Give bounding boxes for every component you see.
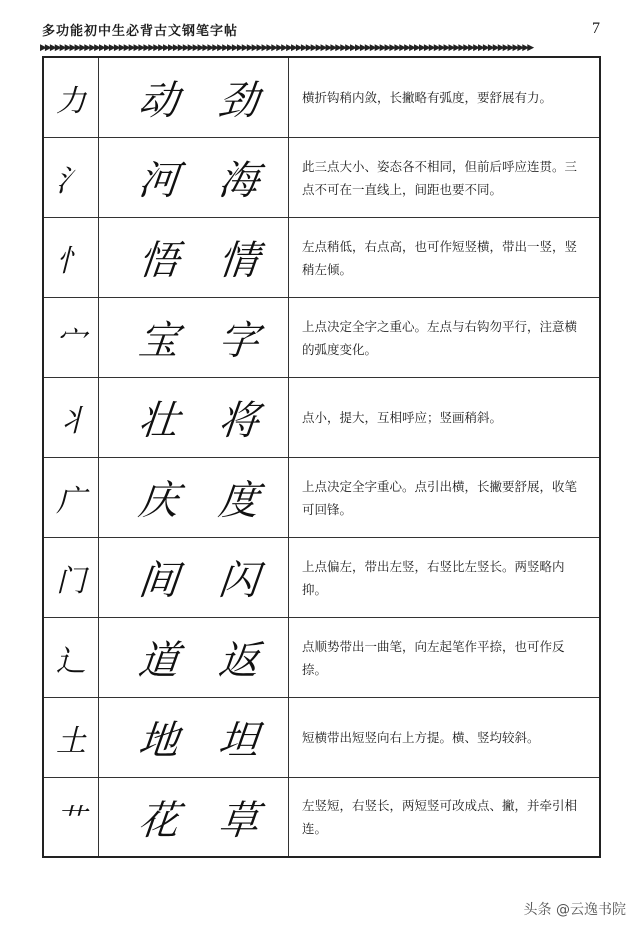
example-char-2: 将 bbox=[216, 398, 262, 444]
page-number: 7 bbox=[592, 20, 600, 37]
example-char-2: 闪 bbox=[216, 558, 262, 604]
description-cell bbox=[302, 458, 587, 537]
example-char-1: 道 bbox=[136, 638, 182, 684]
radical-cell: 氵 bbox=[56, 163, 86, 199]
example-char-2: 坦 bbox=[216, 718, 262, 764]
description-text: 上点偏左，带出左竖，右竖比左竖长。两竖略内抑。 bbox=[302, 558, 565, 597]
column-divider bbox=[288, 218, 289, 297]
radical-cell: 广 bbox=[56, 483, 86, 519]
table-row bbox=[44, 218, 599, 298]
description-cell bbox=[302, 538, 587, 617]
description-cell bbox=[302, 138, 587, 217]
table-row bbox=[44, 538, 599, 618]
description-text: 点顺势带出一曲笔，向左起笔作平捺，也可作反捺。 bbox=[302, 638, 565, 677]
column-divider bbox=[288, 138, 289, 217]
table-row bbox=[44, 698, 599, 778]
example-char-2: 度 bbox=[216, 478, 262, 524]
column-divider bbox=[288, 698, 289, 777]
radical-cell: 辶 bbox=[56, 643, 86, 679]
column-divider bbox=[288, 538, 289, 617]
column-divider bbox=[288, 378, 289, 457]
radical-cell: 门 bbox=[56, 563, 86, 599]
column-divider bbox=[288, 298, 289, 377]
column-divider bbox=[98, 218, 99, 297]
column-divider bbox=[288, 618, 289, 697]
column-divider bbox=[98, 378, 99, 457]
radical-cell: 土 bbox=[56, 723, 86, 759]
table-row bbox=[44, 138, 599, 218]
description-text: 此三点大小、姿态各不相同，但前后呼应连贯。三点不可在一直线上，间距也要不同。 bbox=[302, 158, 578, 197]
example-char-1: 地 bbox=[136, 718, 182, 764]
table-row bbox=[44, 298, 599, 378]
column-divider bbox=[98, 458, 99, 537]
header-ornament: ▶▶▶▶▶▶▶▶▶▶▶▶▶▶▶▶▶▶▶▶▶▶▶▶▶▶▶▶▶▶▶▶▶▶▶▶▶▶▶▶▶▶▶▶▶▶▶▶▶▶▶▶▶▶▶▶▶▶▶▶▶▶▶▶▶▶▶▶▶▶▶▶▶▶▶▶▶▶▶▶▶▶▶▶▶▶▶▶▶▶▶▶▶▶▶▶▶▶▶▶ bbox=[40, 44, 533, 52]
description-cell bbox=[302, 698, 587, 777]
page-header-title: 多功能初中生必背古文钢笔字帖 bbox=[42, 24, 239, 39]
description-text: 点小，提大，互相呼应；竖画稍斜。 bbox=[302, 410, 503, 425]
column-divider bbox=[98, 298, 99, 377]
description-text: 横折钩稍内敛，长撇略有弧度，要舒展有力。 bbox=[302, 90, 553, 105]
example-char-2: 情 bbox=[216, 238, 262, 284]
example-char-2: 海 bbox=[216, 158, 262, 204]
copybook-table bbox=[42, 56, 601, 858]
column-divider bbox=[288, 778, 289, 856]
description-text: 左竖短，右竖长，两短竖可改成点、撇，并牵引相连。 bbox=[302, 798, 578, 836]
description-text: 上点决定全字之重心。左点与右钩勿平行，注意横的弧度变化。 bbox=[302, 318, 578, 357]
example-char-1: 花 bbox=[136, 797, 182, 844]
radical-cell: 艹 bbox=[56, 803, 86, 838]
description-cell bbox=[302, 618, 587, 697]
watermark: 头条 @云逸书院 bbox=[523, 902, 626, 918]
description-cell bbox=[302, 298, 587, 377]
radical-cell: 丬 bbox=[56, 403, 86, 439]
description-cell bbox=[302, 58, 587, 137]
example-char-1: 庆 bbox=[136, 478, 182, 524]
column-divider bbox=[98, 778, 99, 856]
column-divider bbox=[288, 58, 289, 137]
radical-cell: 忄 bbox=[56, 243, 86, 279]
example-char-2: 劲 bbox=[216, 78, 262, 124]
example-char-1: 动 bbox=[136, 78, 182, 124]
description-cell bbox=[302, 218, 587, 297]
example-char-1: 河 bbox=[136, 158, 182, 204]
example-char-1: 悟 bbox=[136, 238, 182, 284]
column-divider bbox=[98, 538, 99, 617]
table-row bbox=[44, 458, 599, 538]
example-char-2: 返 bbox=[216, 638, 262, 684]
radical-cell: 宀 bbox=[56, 323, 86, 359]
example-char-1: 宝 bbox=[136, 318, 182, 364]
example-char-2: 草 bbox=[216, 797, 262, 844]
description-text: 上点决定全字重心。点引出横，长撇要舒展，收笔可回锋。 bbox=[302, 478, 578, 517]
description-text: 短横带出短竖向右上方提。横、竖均较斜。 bbox=[302, 730, 540, 745]
description-text: 左点稍低，右点高，也可作短竖横，带出一竖，竖稍左倾。 bbox=[302, 238, 578, 277]
example-char-1: 间 bbox=[136, 558, 182, 604]
example-char-2: 字 bbox=[216, 318, 262, 364]
table-row bbox=[44, 778, 599, 856]
column-divider bbox=[98, 138, 99, 217]
column-divider bbox=[288, 458, 289, 537]
table-row bbox=[44, 618, 599, 698]
example-char-1: 壮 bbox=[136, 398, 182, 444]
description-cell bbox=[302, 378, 587, 457]
description-cell bbox=[302, 778, 587, 856]
column-divider bbox=[98, 618, 99, 697]
column-divider bbox=[98, 58, 99, 137]
table-row bbox=[44, 378, 599, 458]
table-row bbox=[44, 58, 599, 138]
radical-cell: 力 bbox=[56, 83, 86, 119]
column-divider bbox=[98, 698, 99, 777]
